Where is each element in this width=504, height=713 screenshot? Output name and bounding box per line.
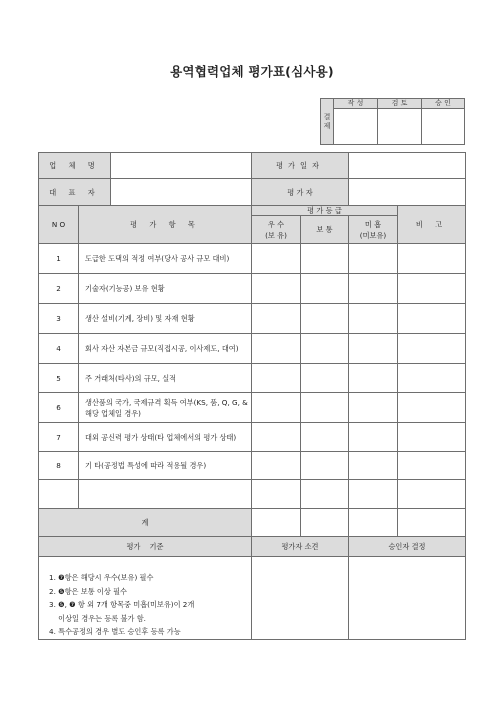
company-name-field[interactable] [111, 153, 252, 179]
remarks-cell[interactable] [398, 423, 466, 452]
grade-poor-cell[interactable] [349, 480, 398, 509]
row-no: 4 [39, 334, 79, 364]
grade-poor-header: 미 흡 (미보유) [349, 216, 398, 244]
grade-poor-cell[interactable] [349, 334, 398, 364]
row-no: 3 [39, 304, 79, 334]
row-item: 도급한 도댁의 적정 여부(당사 공사 규모 대비) [79, 244, 252, 274]
remarks-cell[interactable] [398, 393, 466, 423]
row-item: 대외 공신력 평가 상태(타 업체에서의 평가 상태) [79, 423, 252, 452]
grade-normal-cell[interactable] [301, 364, 349, 393]
grade-excellent-cell[interactable] [252, 244, 301, 274]
evaluation-table [38, 152, 466, 640]
total-excellent-cell[interactable] [252, 509, 301, 537]
row-no [39, 480, 79, 509]
remarks-cell[interactable] [398, 480, 466, 509]
item-header: 평 가 항 목 [79, 206, 252, 244]
criteria-line: 이상일 경우는 등록 불가 함. [49, 613, 146, 623]
approval-side-label: 결 제 [321, 99, 334, 145]
total-normal-cell[interactable] [301, 509, 349, 537]
row-item: 기 타(공정법 특성에 따라 적용될 경우) [79, 452, 252, 480]
row-no: 2 [39, 274, 79, 304]
total-row [39, 509, 466, 537]
row-no: 6 [39, 393, 79, 423]
remarks-cell[interactable] [398, 304, 466, 334]
table-row [39, 452, 466, 480]
grade-excellent-cell[interactable] [252, 452, 301, 480]
evaluator-label: 평 가 자 [252, 179, 349, 206]
eval-date-field[interactable] [349, 153, 466, 179]
grade-normal-cell[interactable] [301, 244, 349, 274]
grade-normal-cell[interactable] [301, 393, 349, 423]
approval-col-draft: 작 성 [334, 99, 378, 109]
row-item: 회사 자산 자본금 규모(직접시공, 이사제도, 대여) [79, 334, 252, 364]
decision-label: 승인자 결정 [349, 537, 466, 557]
total-label: 계 [39, 509, 252, 537]
criteria-line: 2. ❺항은 보통 이상 필수 [49, 586, 127, 596]
approval-box [320, 98, 465, 145]
grade-poor-cell[interactable] [349, 452, 398, 480]
row-item: 주 거래처(타사)의 규모, 실적 [79, 364, 252, 393]
criteria-box [39, 557, 252, 640]
signature-cell-review[interactable] [378, 109, 422, 145]
grade-excellent-cell[interactable] [252, 334, 301, 364]
grade-header: 평 가 등 급 [252, 206, 398, 216]
grade-poor-cell[interactable] [349, 274, 398, 304]
grade-excellent-cell[interactable] [252, 304, 301, 334]
remarks-header: 비 고 [398, 206, 466, 244]
row-item[interactable] [79, 480, 252, 509]
approval-col-review: 검 토 [378, 99, 422, 109]
row-item: 기술자(기능공) 보유 현황 [79, 274, 252, 304]
row-no: 1 [39, 244, 79, 274]
grade-normal-cell[interactable] [301, 304, 349, 334]
ceo-label: 대 표 자 [39, 179, 111, 206]
grade-poor-cell[interactable] [349, 393, 398, 423]
table-row [39, 304, 466, 334]
remarks-cell[interactable] [398, 364, 466, 393]
total-remarks-cell[interactable] [398, 509, 466, 537]
opinion-label: 평가자 소견 [252, 537, 349, 557]
criteria-line: 1. ❼항은 해당시 우수(보유) 필수 [49, 573, 154, 582]
row-no: 7 [39, 423, 79, 452]
remarks-cell[interactable] [398, 274, 466, 304]
grade-excellent-cell[interactable] [252, 423, 301, 452]
document-title: 용역협력업체 평가표(심사용) [170, 64, 334, 79]
decision-field[interactable] [349, 557, 466, 640]
no-header: N O [39, 206, 79, 244]
signature-cell-draft[interactable] [334, 109, 378, 145]
evaluator-field[interactable] [349, 179, 466, 206]
table-row-blank [39, 480, 466, 509]
grade-excellent-header: 우 수 (보 유) [252, 216, 301, 244]
grade-poor-cell[interactable] [349, 304, 398, 334]
remarks-cell[interactable] [398, 244, 466, 274]
approval-col-approve: 승 인 [422, 99, 465, 109]
company-name-label: 업 체 명 [39, 153, 111, 179]
ceo-field[interactable] [111, 179, 252, 206]
grade-excellent-cell[interactable] [252, 393, 301, 423]
table-row [39, 364, 466, 393]
row-item: 생산품의 국가, 국제규격 획득 여부(KS, 품, Q, G, & 해당 업체일 경우) [79, 393, 252, 423]
grade-poor-cell[interactable] [349, 423, 398, 452]
eval-date-label: 평가일자 [252, 153, 349, 179]
criteria-line: 3. ❺, ❼ 항 외 7개 항목중 미흡(미보유)이 2개 [49, 600, 195, 609]
criteria-label: 평가 기준 [39, 537, 252, 557]
table-row [39, 334, 466, 364]
table-row [39, 274, 466, 304]
grade-normal-cell[interactable] [301, 423, 349, 452]
grade-poor-cell[interactable] [349, 244, 398, 274]
row-no: 8 [39, 452, 79, 480]
grade-normal-cell[interactable] [301, 452, 349, 480]
table-row [39, 423, 466, 452]
signature-cell-approve[interactable] [422, 109, 465, 145]
grade-excellent-cell[interactable] [252, 480, 301, 509]
criteria-line: 4. 특수공정의 경우 별도 승인후 등록 가능 [49, 627, 181, 636]
grade-normal-header: 보 통 [301, 216, 349, 244]
grade-poor-cell[interactable] [349, 364, 398, 393]
row-item: 생산 설비(기계, 장비) 및 자재 현황 [79, 304, 252, 334]
table-row [39, 244, 466, 274]
grade-normal-cell[interactable] [301, 334, 349, 364]
remarks-cell[interactable] [398, 452, 466, 480]
grade-excellent-cell[interactable] [252, 274, 301, 304]
total-poor-cell[interactable] [349, 509, 398, 537]
table-row [39, 393, 466, 423]
grade-normal-cell[interactable] [301, 274, 349, 304]
opinion-field[interactable] [252, 557, 349, 640]
row-no: 5 [39, 364, 79, 393]
remarks-cell[interactable] [398, 334, 466, 364]
grade-excellent-cell[interactable] [252, 364, 301, 393]
grade-normal-cell[interactable] [301, 480, 349, 509]
